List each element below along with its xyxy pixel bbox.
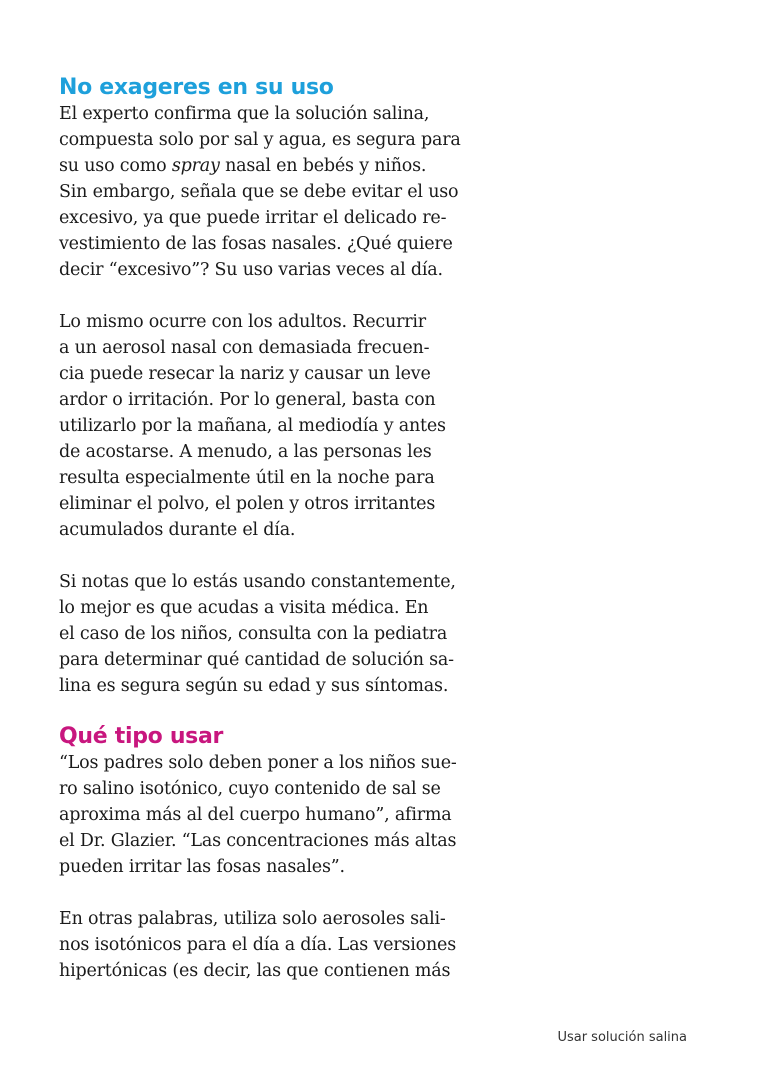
text-line: excesivo, ya que puede irritar el delicado re-: [59, 208, 447, 228]
text-line: En otras palabras, utiliza solo aerosoles sali-: [59, 909, 446, 929]
text-line: eliminar el polvo, el polen y otros irritantes: [59, 494, 436, 514]
article-body: [59, 74, 519, 984]
text-line: Si notas que lo estás usando constantemente,: [59, 572, 456, 592]
text-line: para determinar qué cantidad de solución sa-: [59, 650, 454, 670]
text-line: lina es segura según su edad y sus síntomas.: [59, 676, 449, 696]
paragraph-adults: [59, 309, 519, 543]
text-line: el caso de los niños, consulta con la pediatra: [59, 624, 448, 644]
text-line: vestimiento de las fosas nasales. ¿Qué quiere: [59, 234, 453, 254]
text-line: hipertónicas (es decir, las que contienen más: [59, 961, 451, 981]
page-footer: Usar solución salina: [557, 1030, 687, 1045]
text-line: lo mejor es que acudas a visita médica. En: [59, 598, 429, 618]
text-fragment: nasal en bebés y niños.: [225, 156, 427, 176]
text-line: El experto confirma que la solución salina,: [59, 104, 430, 124]
text-line: pueden irritar las fosas nasales”.: [59, 857, 345, 877]
text-line: cia puede resecar la nariz y causar un leve: [59, 364, 431, 384]
text-line: aproxima más al del cuerpo humano”, afirma: [59, 805, 452, 825]
paragraph-parents-quote: [59, 750, 519, 880]
paragraph-expert: [59, 101, 519, 283]
text-line: decir “excesivo”? Su uso varias veces al día.: [59, 260, 443, 280]
text-line: de acostarse. A menudo, a las personas les: [59, 442, 432, 462]
text-line: Sin embargo, señala que se debe evitar el uso: [59, 182, 459, 202]
text-line: utilizarlo por la mañana, al mediodía y antes: [59, 416, 446, 436]
italic-spray: spray: [171, 156, 220, 176]
text-line-spray: [59, 153, 519, 179]
paragraph-constant-use: [59, 569, 519, 699]
text-line: “Los padres solo deben poner a los niños sue-: [59, 753, 457, 773]
text-line: ro salino isotónico, cuyo contenido de sal se: [59, 779, 441, 799]
text-line: ardor o irritación. Por lo general, basta con: [59, 390, 436, 410]
section-heading-no-exageres: No exageres en su uso: [59, 75, 334, 100]
text-line: el Dr. Glazier. “Las concentraciones más altas: [59, 831, 457, 851]
text-line: nos isotónicos para el día a día. Las versiones: [59, 935, 456, 955]
text-line: resulta especialmente útil en la noche para: [59, 468, 435, 488]
text-line: a un aerosol nasal con demasiada frecuen-: [59, 338, 430, 358]
text-line: acumulados durante el día.: [59, 520, 296, 540]
text-fragment: su uso como: [59, 156, 167, 176]
text-line: Lo mismo ocurre con los adultos. Recurrir: [59, 312, 426, 332]
text-line: compuesta solo por sal y agua, es segura para: [59, 130, 461, 150]
paragraph-isotonic: [59, 906, 519, 984]
section-heading-que-tipo: Qué tipo usar: [59, 724, 224, 749]
